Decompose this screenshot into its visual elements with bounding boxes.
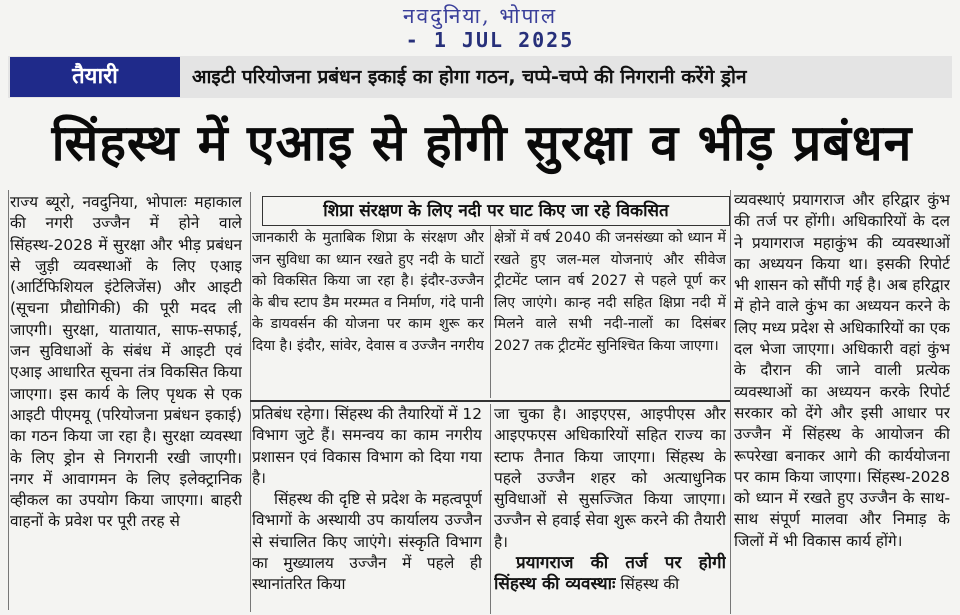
article-column-2 (252, 404, 482, 614)
article-paragraph: राज्य ब्यूरो, नवदुनिया, भोपालः महाकाल की नगरी उज्जैन में होने वाले सिंहस्थ-2028 में सुरक्षा और भीड़ प्रबंधन से जुड़ी व्यवस्थाओं के लिए एआइ (आर्टिफिशियल इंटेलिजेंस) और आइटी (सूचना प्रौद्योगिकी) की पूरी मदद ली जाएगी। सुरक्षा, यातायात, साफ-सफाई, जन सुविधाओं के संबंध में आइटी एवं एआइ आधारित सूचना तंत्र विकसित किया जाएगा। इस कार्य के लिए पृथक से एक आइटी पीएमयू (परियोजना प्रबंधन इकाई) का गठन किया जा रहा है। सुरक्षा व्यवस्था के लिए ड्रोन से निगरानी रखी जाएगी। नगर में आवागमन के लिए इलेक्ट्रानिक व्हीकल का उपयोग किया जाएगा। बाहरी वाहनों के प्रवेश पर पूरी तरह से (10, 193, 242, 531)
box-paragraph-right: क्षेत्रों में वर्ष 2040 की जनसंख्या को ध्यान में रखते हुए जल-मल योजनाएं और सीवेज ट्रीटमेंट प्लान वर्ष 2027 से पहले पूर्ण कर लिए जाएंगे। कान्ह नदी सहित क्षिप्रा नदी में मिलने वाले सभी नदी-नालों का दिसंबर 2027 तक ट्रीटमेंट सुनिश्चित किया जाएगा। (494, 230, 726, 354)
kicker-text: आइटी परियोजना प्रबंधन इकाई का होगा गठन, चप्पे-चप्पे की निगरानी करेंगे ड्रोन (192, 66, 747, 88)
newspaper-masthead: नवदुनिया, भोपाल (402, 4, 558, 28)
box-paragraph-left: जानकारी के मुताबिक शिप्रा के संरक्षण और जन सुविधा का ध्यान रखते हुए नदी के घाटों को विकसित किया जा रहा है। इंदौर-उज्जैन के बीच स्टाप डैम मरम्मत व निर्माण, गंदे पानी के डायवर्सन की योजना पर काम शुरू कर दिया है। इंदौर, सांवेर, देवास व उज्जैन नगरीय (252, 230, 484, 354)
box-column-left (252, 228, 484, 398)
box-column-rule (490, 226, 491, 398)
article-paragraph: जा चुका है। आइएएस, आइपीएस और आइएफएस अधिकारियों सहित राज्य का स्टाफ तैनात किया जाएगा। सिंहस्थ के पहले उज्जैन शहर को अत्याधुनिक सुविधाओं से सुसज्जित किया जाएगा। उज्जैन से हवाई सेवा शुरू करने की तैयारी है। (494, 405, 726, 551)
section-subhead: प्रयागराज की तर्ज पर होगी सिंहस्थ की व्यवस्थाः (494, 553, 726, 595)
article-paragraph: सिंहस्थ की (615, 575, 680, 594)
box-bottom-rule (250, 400, 730, 402)
box-headline: शिप्रा संरक्षण के लिए नदी पर घाट किए जा रहे विकसित (262, 196, 730, 226)
article-column-3 (494, 404, 726, 614)
headline: सिंहस्थ में एआइ से होगी सुरक्षा व भीड़ प्रबंधन (51, 114, 913, 172)
article-paragraph: प्रतिबंध रहेगा। सिंहस्थ की तैयारियों में 12 विभाग जुटे हैं। समन्वय का काम नगरीय प्रशासन एवं विकास विभाग को दिया गया है। (252, 405, 482, 487)
article-paragraph: सिंहस्थ की दृष्टि से प्रदेश के महत्वपूर्ण विभागों के अस्थायी उप कार्यालय उज्जैन से संचालित किए जाएंगे। संस्कृति विभाग का मुख्यालय उज्जैन में पहले ही स्थानांतरित किया (252, 490, 482, 594)
date-stamp: - 1 JUL 2025 (405, 28, 575, 52)
article-paragraph: व्यवस्थाएं प्रयागराज और हरिद्वार कुंभ की तर्ज पर होंगी। अधिकारियों के दल ने प्रयागराज महाकुंभ की व्यवस्थाओं का अध्ययन किया था। इसकी रिपोर्ट भी शासन को सौंपी गई है। अब हरिद्वार में होने वाले कुंभ का अध्ययन करने के लिए मध्य प्रदेश से अधिकारियों का एक दल भेजा जाएगा। अधिकारी वहां कुंभ के दौरान की जाने वाली प्रत्येक व्यवस्थाओं का अध्ययन करके रिपोर्ट सरकार को देंगे और इसी आधार पर उज्जैन में सिंहस्थ के आयोजन की रूपरेखा बनाकर आगे की कार्ययोजना पर काम किया जाएगा। सिंहस्थ-2028 को ध्यान में रखते हुए उज्जैन के साथ-साथ संपूर्ण मालवा और निमाड़ के जिलों में भी विकास कार्य होंगे। (734, 191, 950, 550)
kicker-tag: तैयारी (10, 57, 180, 97)
article-column-1 (10, 192, 242, 612)
article-column-4 (734, 190, 950, 614)
box-column-right (494, 228, 726, 398)
column-rule (730, 190, 731, 614)
column-rule (490, 404, 491, 614)
column-rule (250, 192, 251, 612)
column-rule (8, 190, 9, 610)
